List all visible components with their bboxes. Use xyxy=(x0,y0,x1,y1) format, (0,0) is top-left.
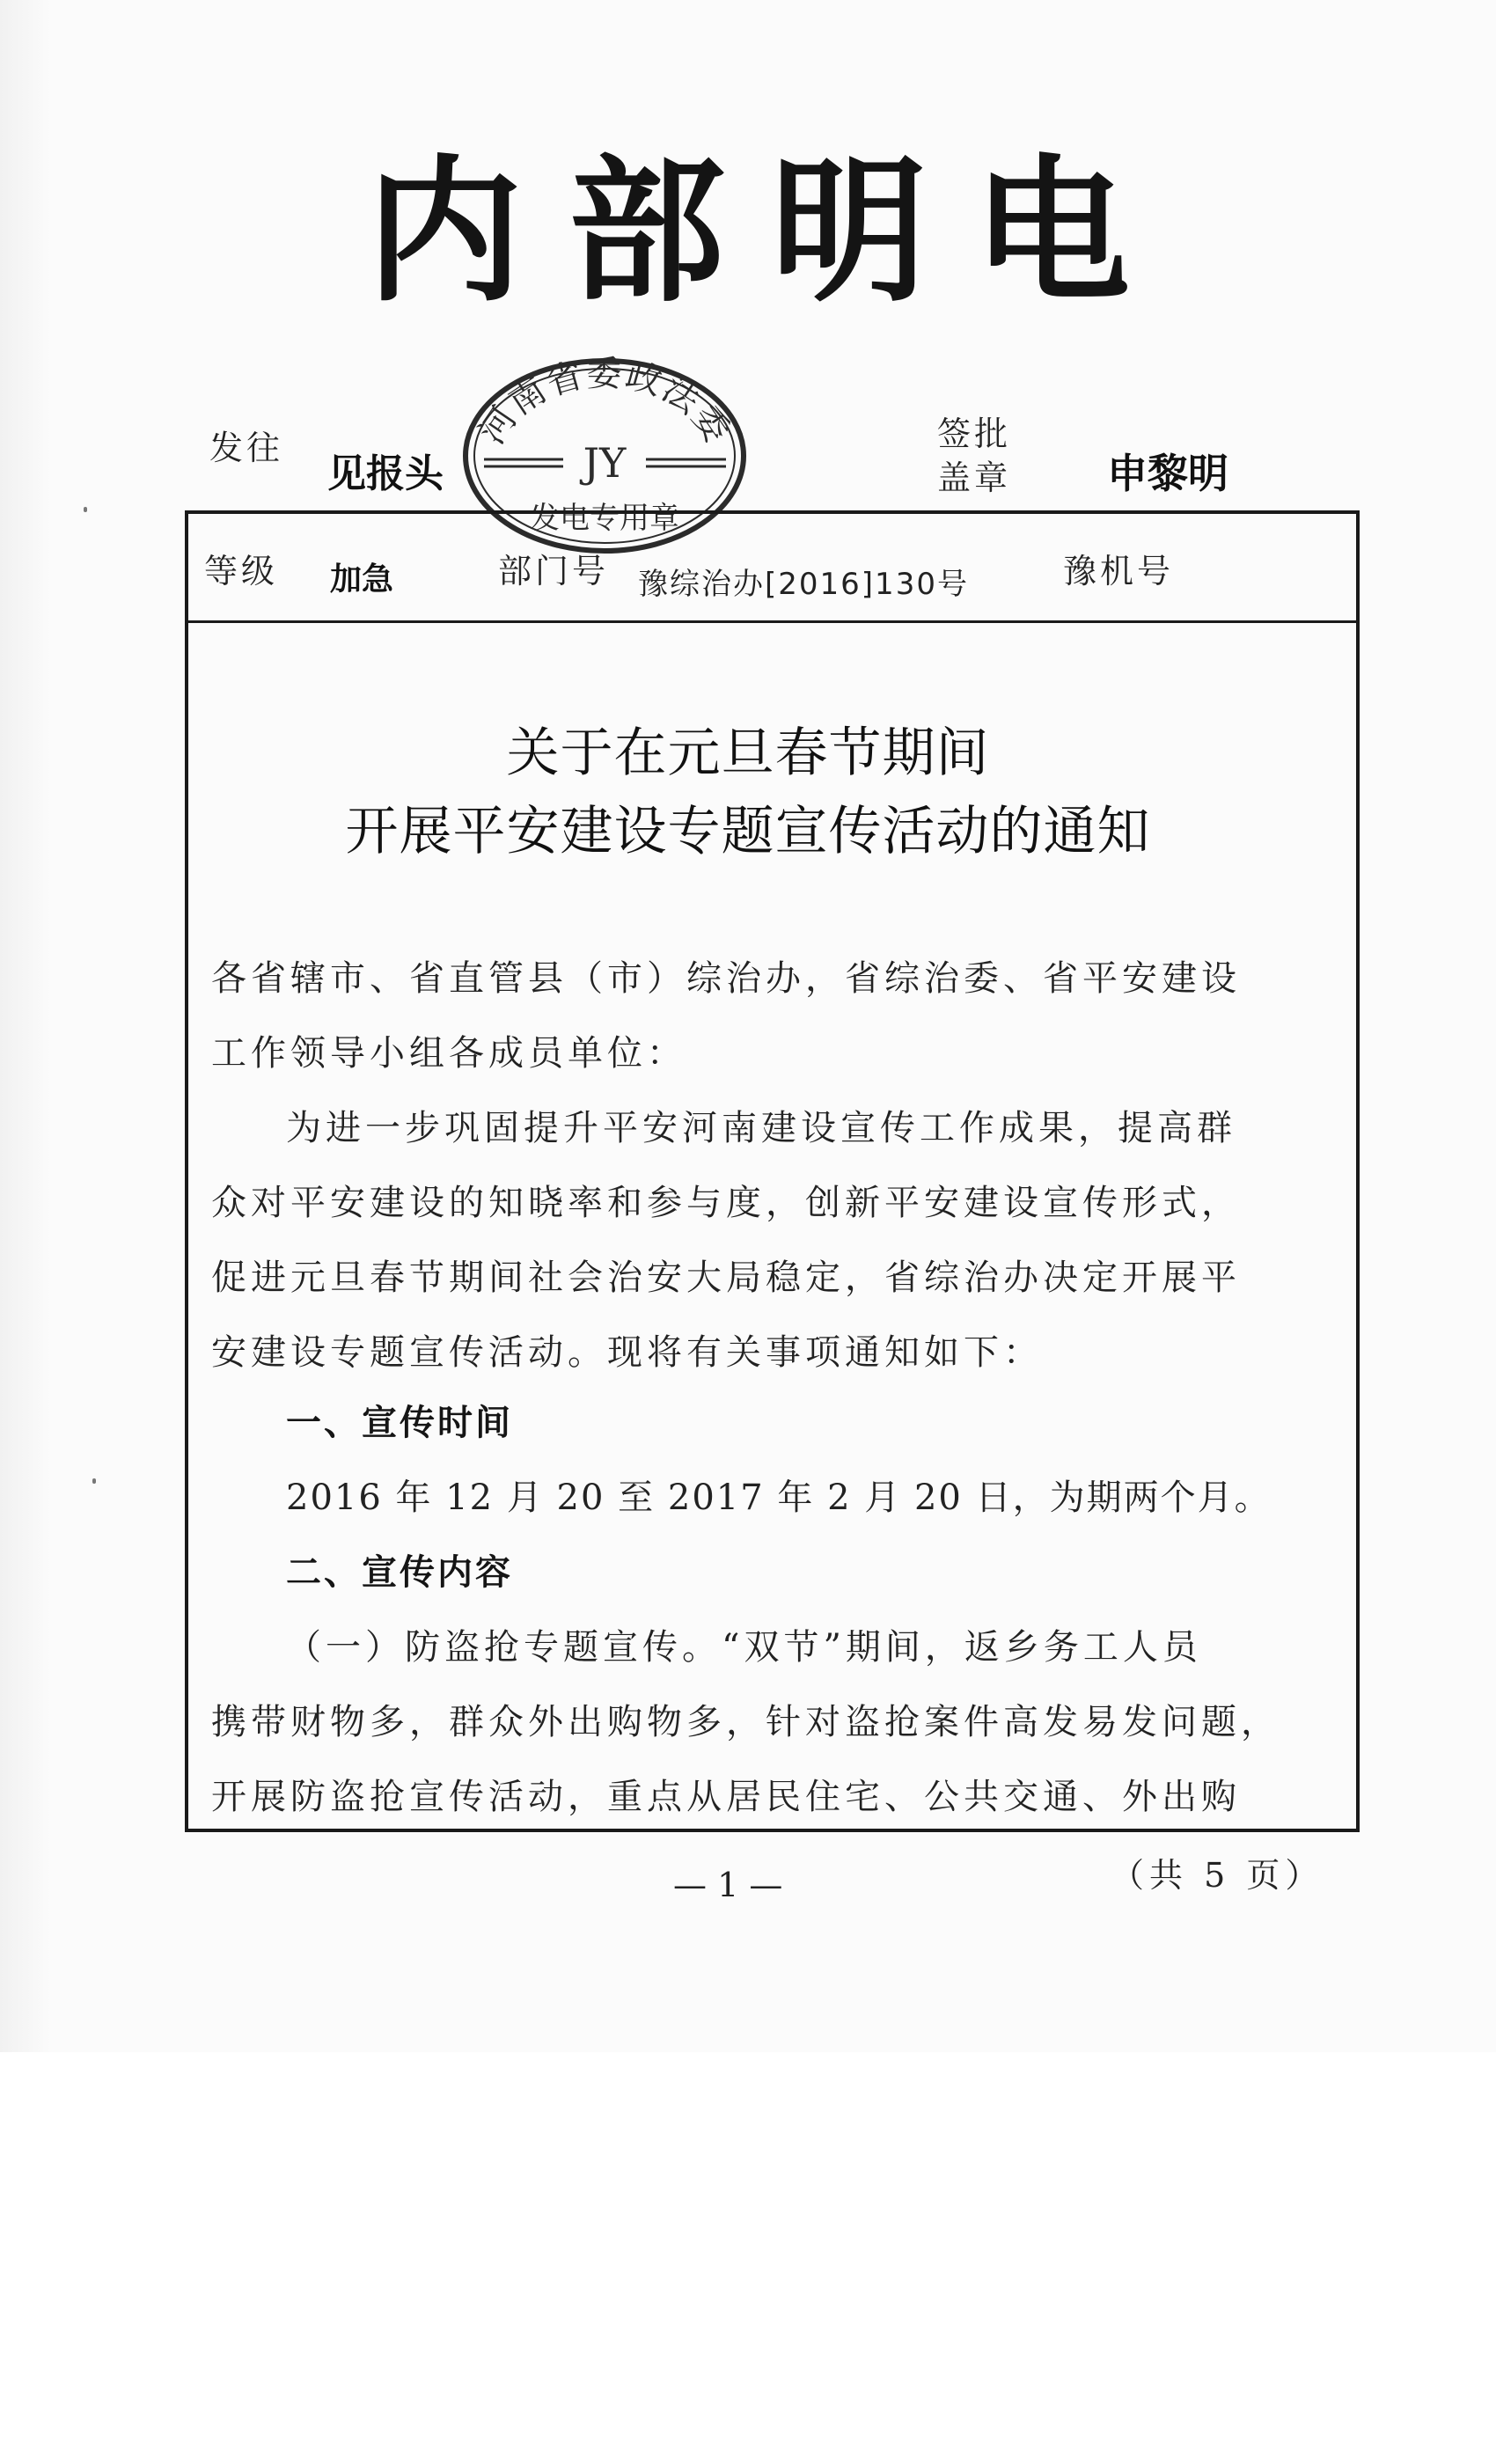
seal-code-text: JY xyxy=(583,439,627,487)
dept-number: 豫综治办[2016]130号 xyxy=(638,567,969,602)
frame-divider xyxy=(188,620,1356,623)
section-1-text: 2016 年 12 月 20 至 2017 年 2 月 20 日，为期两个月。 xyxy=(286,1478,1272,1518)
intro-line-3: 促进元旦春节期间社会治安大局稳定，省综治办决定开展平 xyxy=(211,1258,1241,1298)
notice-title-line-2: 开展平安建设专题宣传活动的通知 xyxy=(345,801,1151,862)
total-pages: （共 5 页） xyxy=(1111,1856,1324,1895)
approve-label-2: 盖章 xyxy=(937,458,1012,497)
machine-label: 豫机号 xyxy=(1063,552,1175,590)
svg-text:河南省委政法委 xyxy=(472,354,738,451)
level-label: 等级 xyxy=(204,552,279,590)
level-value: 加急 xyxy=(330,561,394,598)
dept-label: 部门号 xyxy=(498,552,610,590)
send-to-value: 见报头 xyxy=(327,451,444,496)
send-to-label: 发往 xyxy=(209,429,284,467)
scan-speck xyxy=(92,1478,96,1484)
seal-purpose-text: 发电专用章 xyxy=(530,501,679,536)
section-2-para-line-1: （一）防盗抢专题宣传。“双节”期间，返乡务工人员 xyxy=(286,1627,1202,1668)
section-2-para-line-3: 开展防盗抢宣传活动，重点从居民住宅、公共交通、外出购 xyxy=(211,1777,1241,1817)
section-2-para-line-2: 携带财物多，群众外出购物多，针对盗抢案件高发易发问题， xyxy=(211,1702,1280,1742)
intro-line-4: 安建设专题宣传活动。现将有关事项通知如下： xyxy=(211,1332,1043,1373)
addressee-line-1: 各省辖市、省直管县（市）综治办，省综治委、省平安建设 xyxy=(211,958,1241,999)
section-2-heading: 二、宣传内容 xyxy=(286,1552,513,1593)
approve-label-1: 签批 xyxy=(937,414,1012,453)
addressee-line-2: 工作领导小组各成员单位： xyxy=(211,1033,686,1074)
notice-title-line-1: 关于在元旦春节期间 xyxy=(506,722,990,784)
intro-line-2: 众对平安建设的知晓率和参与度，创新平安建设宣传形式， xyxy=(211,1183,1241,1223)
scan-speck xyxy=(84,507,87,512)
page-number: — 1 — xyxy=(673,1866,783,1904)
seal-org-text: 河南省委政法委 xyxy=(472,353,738,451)
intro-line-1: 为进一步巩固提升平安河南建设宣传工作成果，提高群 xyxy=(286,1108,1236,1148)
masthead-title: 内部明电 xyxy=(366,141,1176,323)
section-1-heading: 一、宣传时间 xyxy=(286,1403,513,1443)
approver-name: 申黎明 xyxy=(1107,450,1228,497)
